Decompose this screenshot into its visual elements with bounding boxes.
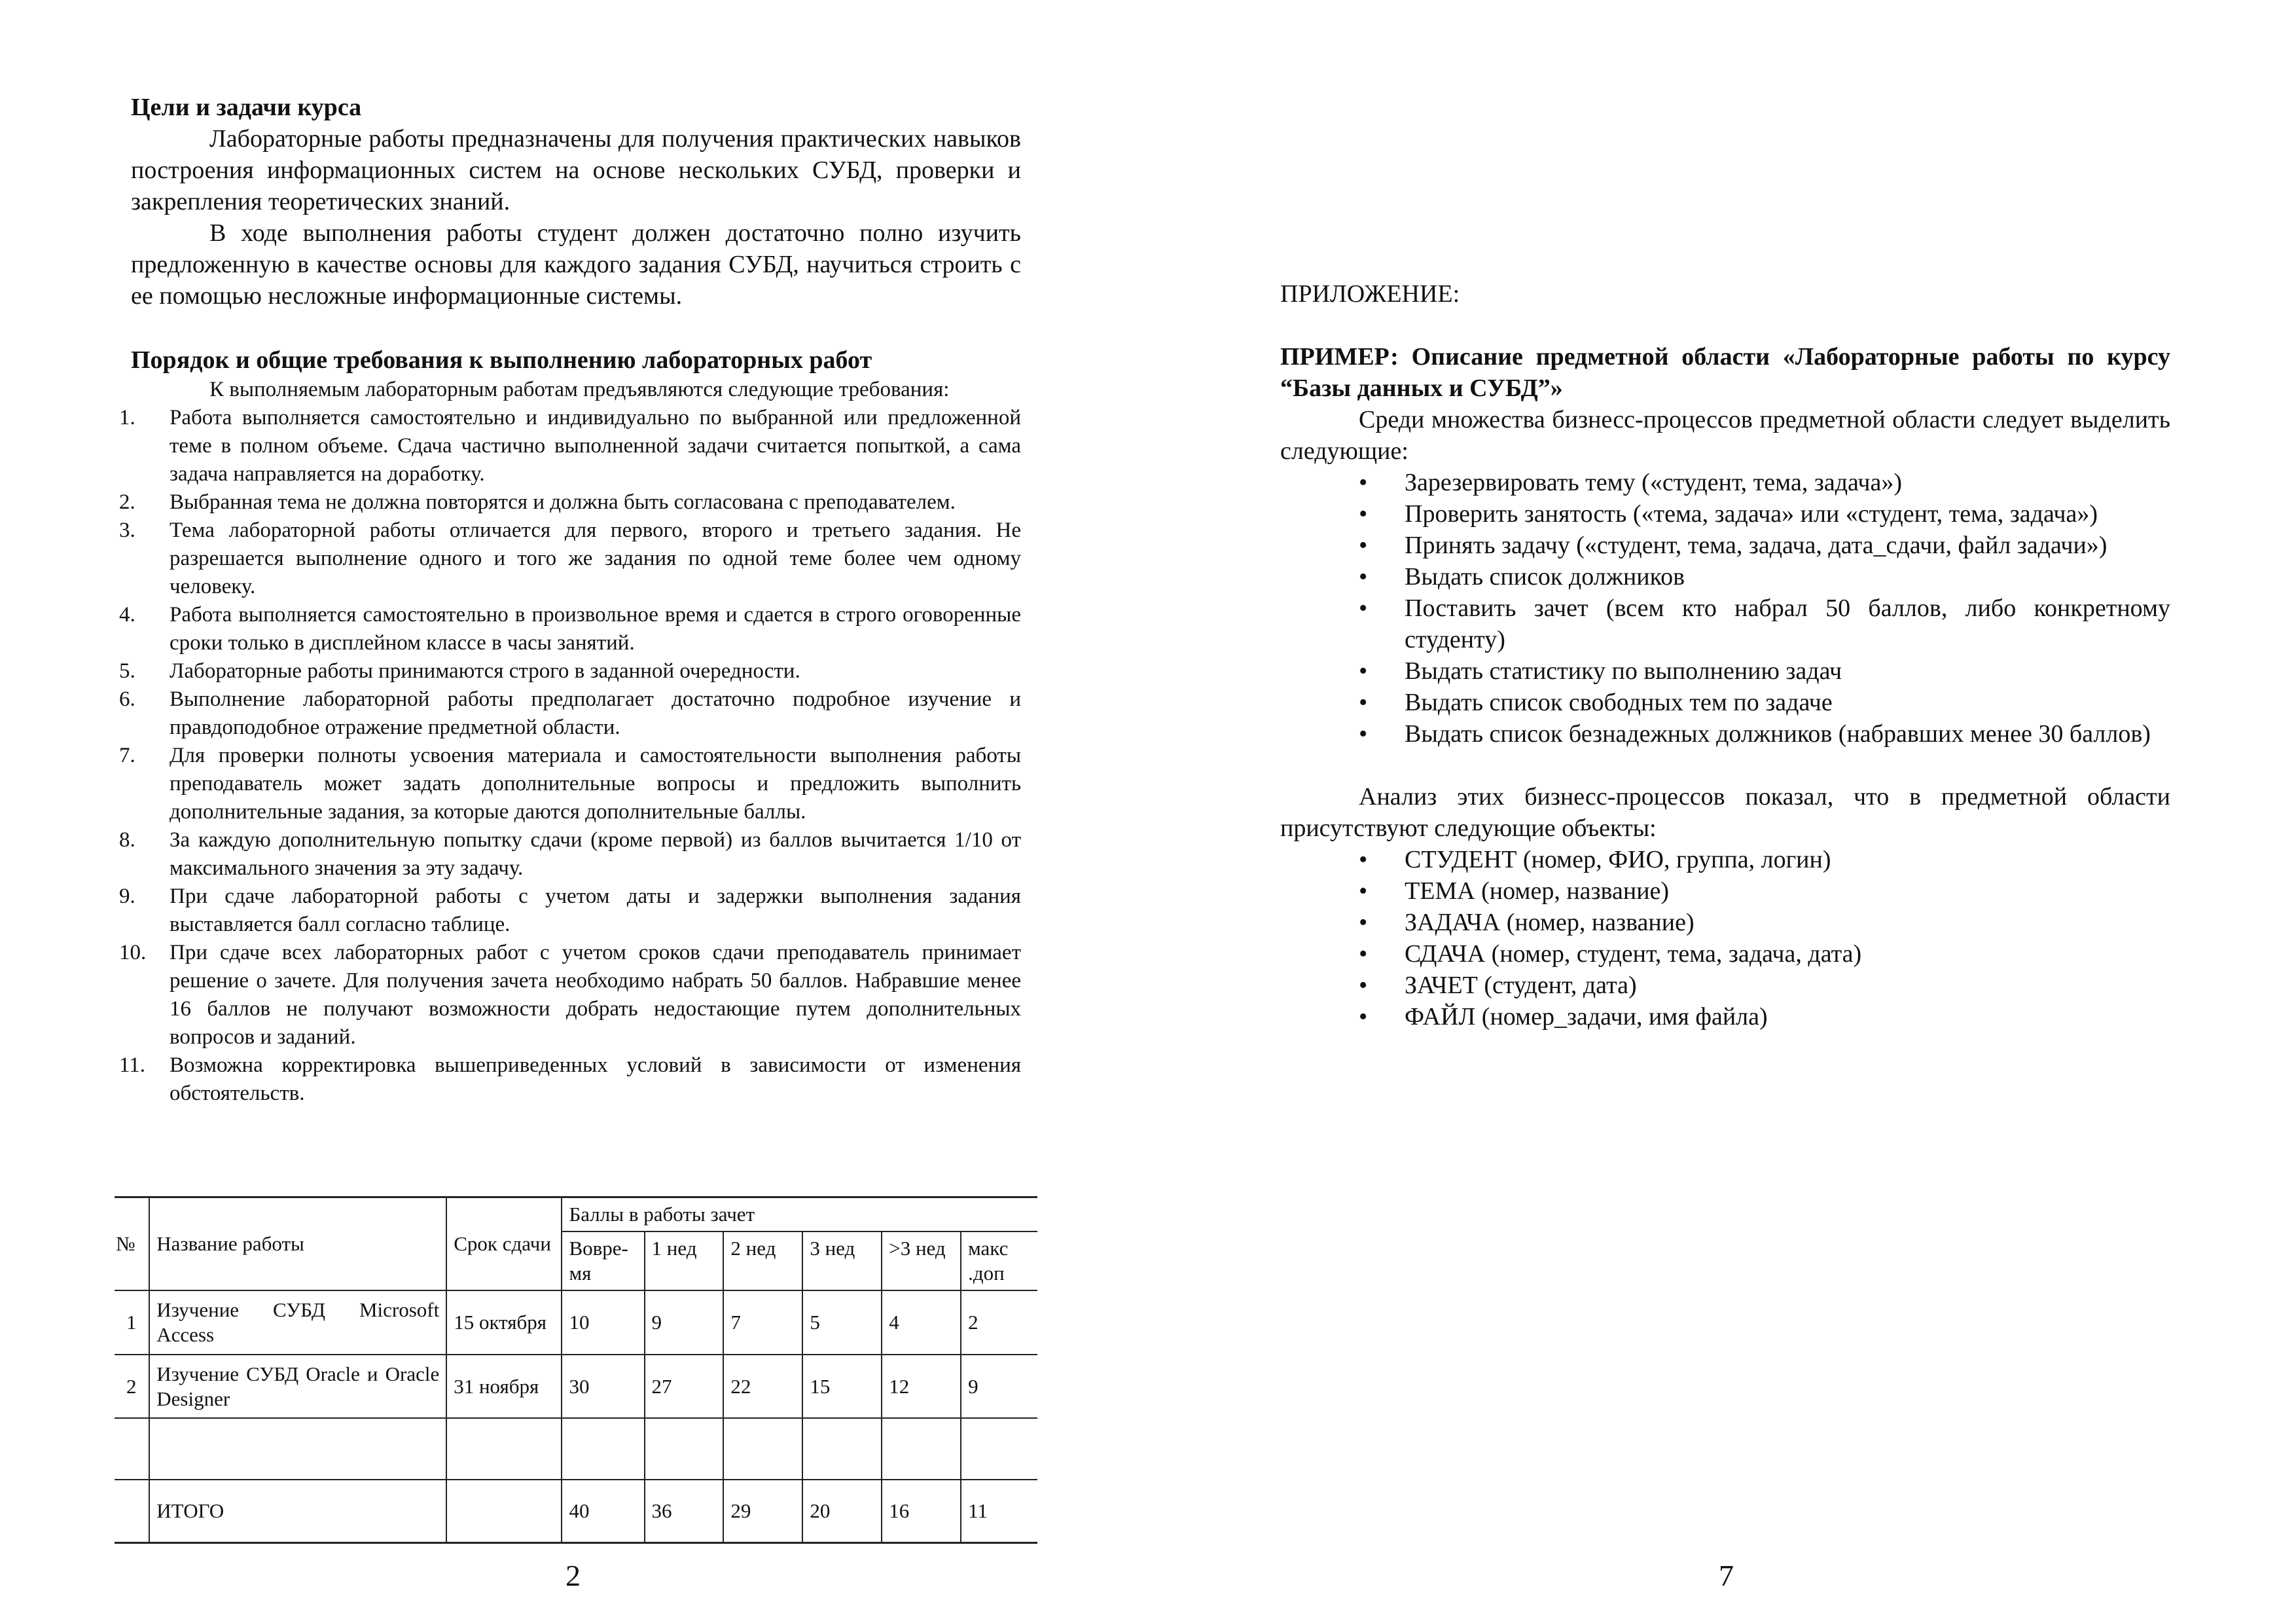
requirement-item (119, 742, 1021, 826)
goals-paragraph-1: Лабораторные работы предназначены для получения практических навыков построения информационных систем на основе нескольких СУБД, проверки и закрепления теоретических знаний. (131, 125, 1021, 215)
item-text: Лабораторные работы принимаются строго в заданной очередности. (170, 659, 800, 683)
row-cell: 4 (882, 1290, 961, 1355)
row-cell: 2 (961, 1290, 1037, 1355)
row-deadline (446, 1418, 562, 1480)
requirements-list (119, 404, 1021, 1108)
header-sub-cell: 1 нед (645, 1231, 724, 1290)
row-cell (562, 1418, 644, 1480)
item-number: 1. (119, 406, 135, 429)
list-item: • Выдать статистику по выполнению задач (1280, 655, 2170, 687)
row-cell (882, 1418, 961, 1480)
row-num (115, 1418, 149, 1480)
item-text: Для проверки полноты усвоения материала и самостоятельности выполнения работы преподаватель может задать дополнительные вопросы и предложить выполнить дополнительные задания, за которые даются дополнительные баллы. (170, 744, 1021, 824)
row-cell: 9 (961, 1355, 1037, 1418)
requirement-item (119, 657, 1021, 685)
list-item: • Поставить зачет (всем кто набрал 50 баллов, либо конкретному студенту) (1280, 593, 2170, 655)
row-total-label: ИТОГО (149, 1480, 446, 1542)
requirement-item (119, 601, 1021, 657)
row-cell: 29 (723, 1480, 802, 1542)
row-cell: 22 (723, 1355, 802, 1418)
item-text: Тема лабораторной работы отличается для первого, второго и третьего задания. Не разрешается выполнение одного и того же задания по одной теме более чем одному человеку. (170, 519, 1021, 598)
item-number: 9. (119, 884, 135, 908)
list-item: • Принять задачу («студент, тема, задача, дата_сдачи, файл задачи») (1280, 530, 2170, 561)
spacer (1280, 310, 2170, 341)
requirement-item (119, 404, 1021, 488)
row-cell: 20 (802, 1480, 882, 1542)
list-item: • ФАЙЛ (номер_задачи, имя файла) (1280, 1001, 2170, 1032)
header-sub-cell: >3 нед (882, 1231, 961, 1290)
item-text: Выполнение лабораторной работы предполагает достаточно подробное изучение и правдоподобное отражение предметной области. (170, 687, 1021, 739)
item-text: При сдаче всех лабораторных работ с учетом сроков сдачи преподаватель принимает решение о зачете. Для получения зачета необходимо набрать 50 баллов. Набравшие менее 16 баллов не получают возможности добрать недостающие путем дополнительных вопросов и заданий. (170, 941, 1021, 1049)
requirement-item (119, 685, 1021, 742)
item-number: 8. (119, 828, 135, 852)
table-row-total (115, 1480, 1037, 1542)
row-deadline: 31 ноября (446, 1355, 562, 1418)
row-cell: 12 (882, 1355, 961, 1418)
requirement-item (119, 488, 1021, 517)
list-item: • СТУДЕНТ (номер, ФИО, группа, логин) (1280, 844, 2170, 875)
row-num: 1 (115, 1290, 149, 1355)
row-cell: 36 (645, 1480, 724, 1542)
row-deadline: 15 октября (446, 1290, 562, 1355)
row-cell: 30 (562, 1355, 644, 1418)
item-number: 11. (119, 1053, 146, 1077)
requirements-heading: Порядок и общие требования к выполнению лабораторных работ (131, 346, 872, 374)
requirements-intro: К выполняемым лабораторным работам предъявляются следующие требования: (209, 378, 950, 401)
requirement-item (119, 517, 1021, 601)
row-cell: 10 (562, 1290, 644, 1355)
row-cell (723, 1418, 802, 1480)
item-number: 5. (119, 659, 135, 683)
page-number: 7 (1719, 1559, 1734, 1592)
item-number: 2. (119, 490, 135, 514)
row-cell: 27 (645, 1355, 724, 1418)
header-sub-cell: 3 нед (802, 1231, 882, 1290)
row-cell (961, 1418, 1037, 1480)
right-page-content (1280, 278, 2170, 1032)
list-item: • Выдать список должников (1280, 561, 2170, 593)
header-deadline: Срок сдачи (446, 1197, 562, 1291)
row-cell (645, 1418, 724, 1480)
requirement-item (119, 1051, 1021, 1108)
item-number: 7. (119, 744, 135, 767)
list-item: • ЗАДАЧА (номер, название) (1280, 907, 2170, 938)
header-sub-cell: Вовре-мя (562, 1231, 644, 1290)
analysis-paragraph: Анализ этих бизнесс-процессов показал, что в предметной области присутствуют следующие объекты: (1280, 783, 2170, 842)
row-deadline (446, 1480, 562, 1542)
row-num: 2 (115, 1355, 149, 1418)
example-heading: ПРИМЕР: Описание предметной области «Лабораторные работы по курсу “Базы данных и СУБД”» (1280, 343, 2170, 402)
item-number: 4. (119, 603, 135, 627)
appendix-title: ПРИЛОЖЕНИЕ: (1280, 280, 1460, 308)
requirement-item (119, 939, 1021, 1051)
list-item: • Проверить занятость («тема, задача» или «студент, тема, задача») (1280, 498, 2170, 530)
list-item: • ТЕМА (номер, название) (1280, 875, 2170, 907)
goals-paragraph-2: В ходе выполнения работы студент должен достаточно полно изучить предложенную в качестве основы для каждого задания СУБД, научиться строить с ее помощью несложные информационные системы. (131, 219, 1021, 310)
row-cell: 40 (562, 1480, 644, 1542)
business-process-list (1280, 467, 2170, 750)
item-text: Выбранная тема не должна повторятся и должна быть согласована с преподавателем. (170, 490, 956, 514)
grades-table (115, 1196, 1037, 1544)
row-cell: 11 (961, 1480, 1037, 1542)
header-sub-cell: макс .доп (961, 1231, 1037, 1290)
row-cell: 15 (802, 1355, 882, 1418)
row-work-name: Изучение СУБД Microsoft Access (149, 1290, 446, 1355)
page-number: 2 (565, 1559, 581, 1592)
requirement-item (119, 883, 1021, 939)
row-work-name: Изучение СУБД Oracle и Oracle Designer (149, 1355, 446, 1418)
list-item: • СДАЧА (номер, студент, тема, задача, дата) (1280, 938, 2170, 970)
header-work-name: Название работы (149, 1197, 446, 1291)
header-points-group: Баллы в работы зачет (562, 1197, 1037, 1232)
spacer (131, 312, 1021, 343)
row-cell: 16 (882, 1480, 961, 1542)
item-text: Работа выполняется самостоятельно в произвольное время и сдается в строго оговоренные сроки только в дисплейном классе в часы занятий. (170, 603, 1021, 655)
list-item: • Выдать список безнадежных должников (набравших менее 30 баллов) (1280, 718, 2170, 750)
spacer (1280, 750, 2170, 781)
item-number: 6. (119, 687, 135, 711)
item-text: Возможна корректировка вышеприведенных условий в зависимости от изменения обстоятельств. (170, 1053, 1021, 1105)
item-number: 10. (119, 941, 147, 964)
header-num: № (115, 1197, 149, 1291)
table-row (115, 1355, 1037, 1418)
row-cell: 7 (723, 1290, 802, 1355)
item-text: Работа выполняется самостоятельно и индивидуально по выбранной или предложенной теме в полном объеме. Сдача частично выполненной задачи считается попыткой, а сама задача направляется на доработку. (170, 406, 1021, 486)
requirement-item (119, 826, 1021, 883)
row-work-name (149, 1418, 446, 1480)
course-goals-heading: Цели и задачи курса (131, 94, 362, 121)
row-cell: 9 (645, 1290, 724, 1355)
objects-list (1280, 844, 2170, 1032)
item-text: При сдаче лабораторной работы с учетом даты и задержки выполнения задания выставляется балл согласно таблице. (170, 884, 1021, 936)
item-number: 3. (119, 519, 135, 542)
row-cell (802, 1418, 882, 1480)
processes-intro: Среди множества бизнесс-процессов предметной области следует выделить следующие: (1280, 406, 2170, 465)
table-row (115, 1290, 1037, 1355)
row-num (115, 1480, 149, 1542)
item-text: За каждую дополнительную попытку сдачи (кроме первой) из баллов вычитается 1/10 от максимального значения за эту задачу. (170, 828, 1021, 880)
left-page-content (119, 92, 1021, 1108)
row-cell: 5 (802, 1290, 882, 1355)
list-item: • ЗАЧЕТ (студент, дата) (1280, 970, 2170, 1001)
table-row-empty (115, 1418, 1037, 1480)
list-item: • Выдать список свободных тем по задаче (1280, 687, 2170, 718)
list-item: • Зарезервировать тему («студент, тема, задача») (1280, 467, 2170, 498)
header-sub-cell: 2 нед (723, 1231, 802, 1290)
